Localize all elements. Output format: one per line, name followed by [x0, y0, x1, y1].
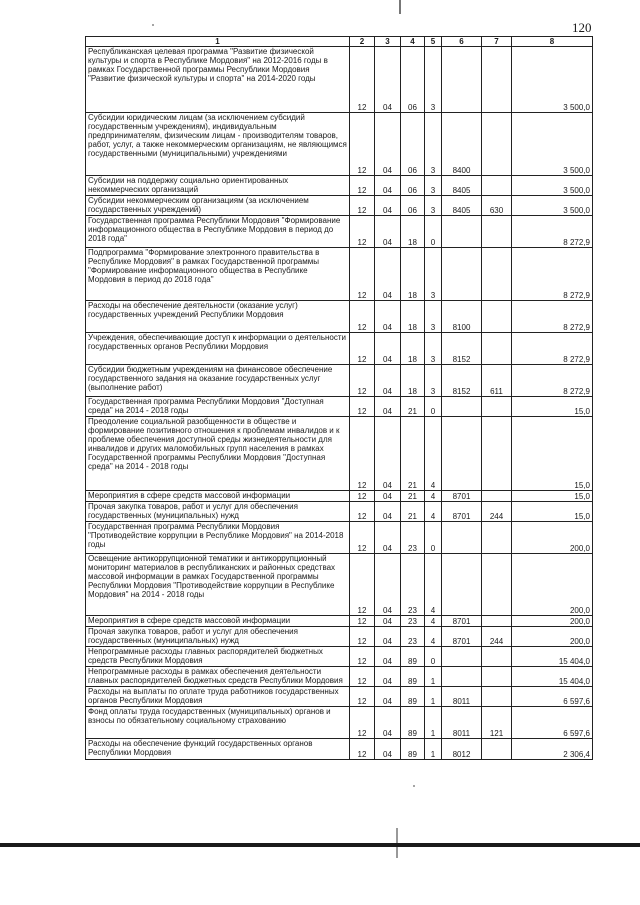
subprogram-code: 4: [425, 616, 442, 627]
section-code: 12: [350, 333, 375, 365]
subsection-code: 04: [375, 113, 401, 176]
row-name: Непрограммные расходы в рамках обеспечения деятельности главных распорядителей бюджетных средств Республики Мордовия: [86, 667, 350, 687]
row-name: Государственная программа Республики Мордовия "Доступная среда" на 2014 - 2018 годы: [86, 397, 350, 417]
column-header: 7: [482, 37, 512, 47]
table-row: [86, 417, 593, 491]
table-row: [86, 113, 593, 176]
table-row: [86, 397, 593, 417]
subprogram-code: 4: [425, 627, 442, 647]
expense-type-code: [482, 647, 512, 667]
subprogram-code: 3: [425, 333, 442, 365]
subsection-code: 04: [375, 216, 401, 248]
row-name: Прочая закупка товаров, работ и услуг для обеспечения государственных (муниципальных) нужд: [86, 502, 350, 522]
program-code: 21: [401, 502, 425, 522]
subprogram-code: 0: [425, 522, 442, 554]
table-row: [86, 333, 593, 365]
subprogram-code: 1: [425, 687, 442, 707]
expense-type-code: 244: [482, 502, 512, 522]
section-code: 12: [350, 397, 375, 417]
row-name: Преодоление социальной разобщенности в обществе и формирование позитивного отношения к проблемам инвалидов и к проблеме обеспечения доступной среды жизнедеятельности для инвалидов и других маломобильных групп населения в рамках Государственной программы Республики Мордовия "Доступная среда" на 2014 - 2018 годы: [86, 417, 350, 491]
item-code: [442, 522, 482, 554]
row-name: Освещение антикоррупционной тематики и антикоррупционный мониторинг материалов в республиканских и районных средствах массовой информации в рамках Государственной программы Республики Мордовия "Противодействие коррупции в Республике Мордовия" на 2014 - 2018 годы: [86, 554, 350, 616]
item-code: 8405: [442, 196, 482, 216]
program-code: 23: [401, 554, 425, 616]
item-code: 8405: [442, 176, 482, 196]
table-row: [86, 502, 593, 522]
table-row: [86, 216, 593, 248]
scan-speck: [152, 24, 154, 26]
row-name: Подпрограмма "Формирование электронного правительства в Республике Мордовия" в рамках Государственной программы "Формирование информационного общества в Республике Мордовия в период до 2018 года": [86, 248, 350, 301]
row-name: Прочая закупка товаров, работ и услуг для обеспечения государственных (муниципальных) нужд: [86, 627, 350, 647]
subprogram-code: 4: [425, 417, 442, 491]
table-row: [86, 491, 593, 502]
amount: 200,0: [512, 627, 593, 647]
program-code: 89: [401, 739, 425, 760]
amount: 200,0: [512, 616, 593, 627]
subprogram-code: 3: [425, 301, 442, 333]
item-code: [442, 47, 482, 113]
subprogram-code: 3: [425, 196, 442, 216]
subprogram-code: 0: [425, 647, 442, 667]
program-code: 06: [401, 113, 425, 176]
expense-type-code: [482, 47, 512, 113]
amount: 15,0: [512, 417, 593, 491]
subsection-code: 04: [375, 176, 401, 196]
expense-type-code: 611: [482, 365, 512, 397]
item-code: [442, 667, 482, 687]
program-code: 21: [401, 417, 425, 491]
amount: 2 306,4: [512, 739, 593, 760]
program-code: 23: [401, 627, 425, 647]
section-code: 12: [350, 248, 375, 301]
program-code: 18: [401, 248, 425, 301]
program-code: 21: [401, 397, 425, 417]
amount: 8 272,9: [512, 216, 593, 248]
item-code: [442, 417, 482, 491]
column-header: 8: [512, 37, 593, 47]
expense-type-code: [482, 616, 512, 627]
subsection-code: 04: [375, 491, 401, 502]
expense-type-code: 630: [482, 196, 512, 216]
expense-type-code: [482, 248, 512, 301]
column-header: 1: [86, 37, 350, 47]
expense-type-code: [482, 522, 512, 554]
table-row: [86, 707, 593, 739]
row-name: Субсидии на поддержку социально ориентированных некоммерческих организаций: [86, 176, 350, 196]
table-row: [86, 301, 593, 333]
column-header: 6: [442, 37, 482, 47]
row-name: Фонд оплаты труда государственных (муниципальных) органов и взносы по обязательному социальному страхованию: [86, 707, 350, 739]
section-code: 12: [350, 301, 375, 333]
item-code: 8152: [442, 365, 482, 397]
table-row: [86, 627, 593, 647]
amount: 15,0: [512, 502, 593, 522]
amount: 8 272,9: [512, 365, 593, 397]
section-code: 12: [350, 616, 375, 627]
table-row: [86, 248, 593, 301]
table-row: [86, 196, 593, 216]
table-row: [86, 667, 593, 687]
program-code: 89: [401, 707, 425, 739]
section-code: 12: [350, 491, 375, 502]
subprogram-code: 1: [425, 739, 442, 760]
table-row: [86, 739, 593, 760]
row-name: Республиканская целевая программа "Развитие физической культуры и спорта в Республике Мордовия" на 2012-2016 годы в рамках Государственной программы Республики Мордовия "Развитие физической культуры и спорта" на 2014-2020 годы: [86, 47, 350, 113]
section-code: 12: [350, 216, 375, 248]
section-code: 12: [350, 687, 375, 707]
item-code: 8701: [442, 616, 482, 627]
table-row: [86, 522, 593, 554]
expense-type-code: 244: [482, 627, 512, 647]
amount: 15,0: [512, 397, 593, 417]
row-name: Мероприятия в сфере средств массовой информации: [86, 616, 350, 627]
binding-mark: [390, 0, 410, 14]
section-code: 12: [350, 196, 375, 216]
subprogram-code: 1: [425, 707, 442, 739]
section-code: 12: [350, 522, 375, 554]
page-number: 120: [572, 20, 592, 35]
section-code: 12: [350, 417, 375, 491]
subprogram-code: 3: [425, 176, 442, 196]
row-name: Расходы на обеспечение деятельности (оказание услуг) государственных учреждений Республики Мордовия: [86, 301, 350, 333]
section-code: 12: [350, 647, 375, 667]
program-code: 06: [401, 196, 425, 216]
item-code: 8701: [442, 491, 482, 502]
table-row: [86, 554, 593, 616]
subsection-code: 04: [375, 667, 401, 687]
row-name: Непрограммные расходы главных распорядителей бюджетных средств Республики Мордовия: [86, 647, 350, 667]
subprogram-code: 4: [425, 554, 442, 616]
subsection-code: 04: [375, 248, 401, 301]
subsection-code: 04: [375, 196, 401, 216]
row-name: Расходы на выплаты по оплате труда работников государственных органов Республики Мордовия: [86, 687, 350, 707]
item-code: [442, 397, 482, 417]
budget-table: [85, 36, 593, 760]
row-name: Субсидии некоммерческим организациям (за исключением государственных учреждений): [86, 196, 350, 216]
item-code: 8100: [442, 301, 482, 333]
expense-type-code: [482, 301, 512, 333]
item-code: 8012: [442, 739, 482, 760]
item-code: 8011: [442, 707, 482, 739]
subsection-code: 04: [375, 616, 401, 627]
amount: 3 500,0: [512, 176, 593, 196]
section-code: 12: [350, 502, 375, 522]
amount: 200,0: [512, 522, 593, 554]
row-name: Учреждения, обеспечивающие доступ к информации о деятельности государственных органов Республики Мордовия: [86, 333, 350, 365]
subprogram-code: 3: [425, 248, 442, 301]
table-row: [86, 365, 593, 397]
table-row: [86, 687, 593, 707]
expense-type-code: [482, 667, 512, 687]
program-code: 06: [401, 176, 425, 196]
section-code: 12: [350, 667, 375, 687]
row-name: Государственная программа Республики Мордовия "Формирование информационного общества в Республике Мордовия в период до 2018 года": [86, 216, 350, 248]
item-code: [442, 647, 482, 667]
row-name: Расходы на обеспечение функций государственных органов Республики Мордовия: [86, 739, 350, 760]
table-row: [86, 647, 593, 667]
subprogram-code: 3: [425, 113, 442, 176]
item-code: 8701: [442, 502, 482, 522]
expense-type-code: [482, 739, 512, 760]
program-code: 89: [401, 667, 425, 687]
amount: 6 597,6: [512, 687, 593, 707]
subsection-code: 04: [375, 502, 401, 522]
subsection-code: 04: [375, 554, 401, 616]
expense-type-code: [482, 333, 512, 365]
subsection-code: 04: [375, 333, 401, 365]
row-name: Субсидии бюджетным учреждениям на финансовое обеспечение государственного задания на оказание государственных услуг (выполнение работ): [86, 365, 350, 397]
section-code: 12: [350, 554, 375, 616]
program-code: 18: [401, 301, 425, 333]
subsection-code: 04: [375, 522, 401, 554]
subsection-code: 04: [375, 47, 401, 113]
program-code: 18: [401, 216, 425, 248]
subprogram-code: 4: [425, 491, 442, 502]
amount: 3 500,0: [512, 113, 593, 176]
item-code: 8400: [442, 113, 482, 176]
table-row: [86, 616, 593, 627]
item-code: 8701: [442, 627, 482, 647]
subprogram-code: 3: [425, 365, 442, 397]
program-code: 23: [401, 616, 425, 627]
expense-type-code: [482, 554, 512, 616]
program-code: 89: [401, 647, 425, 667]
program-code: 06: [401, 47, 425, 113]
expense-type-code: [482, 176, 512, 196]
program-code: 18: [401, 365, 425, 397]
subprogram-code: 0: [425, 397, 442, 417]
section-code: 12: [350, 739, 375, 760]
table-row: [86, 47, 593, 113]
amount: 3 500,0: [512, 196, 593, 216]
program-code: 23: [401, 522, 425, 554]
subsection-code: 04: [375, 397, 401, 417]
row-name: Государственная программа Республики Мордовия "Противодействие коррупции в Республике Мордовия" на 2014-2018 годы: [86, 522, 350, 554]
expense-type-code: 121: [482, 707, 512, 739]
subsection-code: 04: [375, 647, 401, 667]
expense-type-code: [482, 397, 512, 417]
section-code: 12: [350, 627, 375, 647]
subprogram-code: 4: [425, 502, 442, 522]
program-code: 89: [401, 687, 425, 707]
subsection-code: 04: [375, 707, 401, 739]
subsection-code: 04: [375, 687, 401, 707]
subprogram-code: 3: [425, 47, 442, 113]
item-code: [442, 248, 482, 301]
amount: 15,0: [512, 491, 593, 502]
column-header: 2: [350, 37, 375, 47]
column-header: 3: [375, 37, 401, 47]
expense-type-code: [482, 113, 512, 176]
subprogram-code: 0: [425, 216, 442, 248]
expense-type-code: [482, 491, 512, 502]
item-code: 8152: [442, 333, 482, 365]
column-header: 5: [425, 37, 442, 47]
subsection-code: 04: [375, 739, 401, 760]
section-code: 12: [350, 113, 375, 176]
section-code: 12: [350, 47, 375, 113]
row-name: Субсидии юридическим лицам (за исключением субсидий государственным учреждениям), индивидуальным предпринимателям, физическим лицам - производителям товаров, работ, услуг, а также некоммерческим организациям, не являющимся государственными (муниципальными) учреждениями: [86, 113, 350, 176]
table-row: [86, 176, 593, 196]
subsection-code: 04: [375, 627, 401, 647]
amount: 15 404,0: [512, 667, 593, 687]
subsection-code: 04: [375, 417, 401, 491]
header-row: [86, 37, 593, 47]
subsection-code: 04: [375, 365, 401, 397]
scan-speck: [413, 785, 415, 787]
amount: 8 272,9: [512, 301, 593, 333]
amount: 200,0: [512, 554, 593, 616]
amount: 15 404,0: [512, 647, 593, 667]
section-code: 12: [350, 176, 375, 196]
amount: 8 272,9: [512, 333, 593, 365]
page-bottom-edge: [0, 843, 640, 847]
expense-type-code: [482, 687, 512, 707]
amount: 6 597,6: [512, 707, 593, 739]
row-name: Мероприятия в сфере средств массовой информации: [86, 491, 350, 502]
column-header: 4: [401, 37, 425, 47]
amount: 8 272,9: [512, 248, 593, 301]
subsection-code: 04: [375, 301, 401, 333]
amount: 3 500,0: [512, 47, 593, 113]
expense-type-code: [482, 417, 512, 491]
section-code: 12: [350, 365, 375, 397]
item-code: [442, 554, 482, 616]
item-code: 8011: [442, 687, 482, 707]
subprogram-code: 1: [425, 667, 442, 687]
section-code: 12: [350, 707, 375, 739]
program-code: 21: [401, 491, 425, 502]
expense-type-code: [482, 216, 512, 248]
program-code: 18: [401, 333, 425, 365]
item-code: [442, 216, 482, 248]
